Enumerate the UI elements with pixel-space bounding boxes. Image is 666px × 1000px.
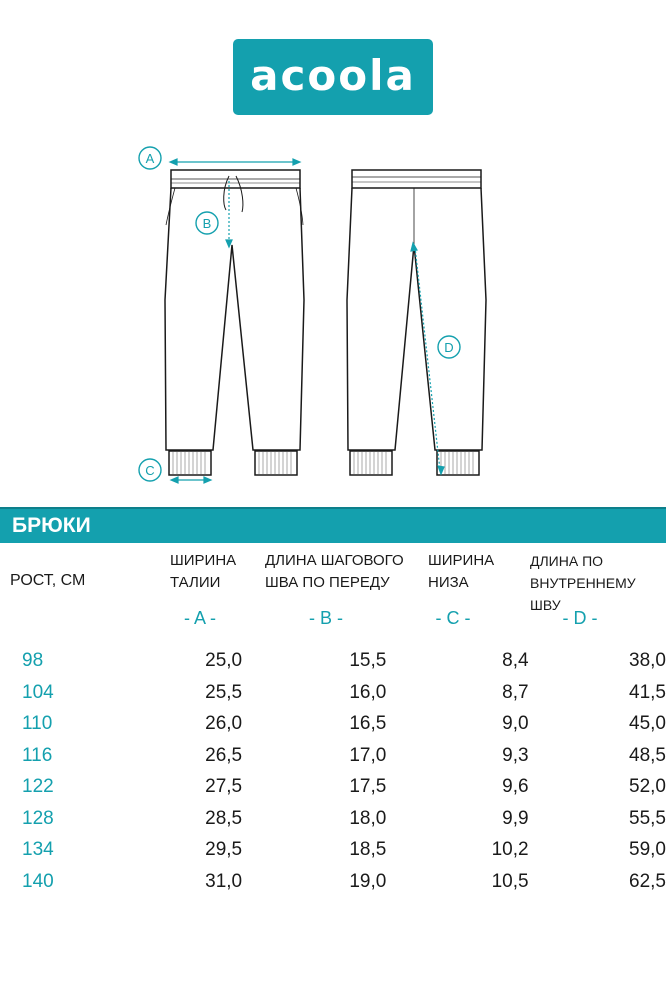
inner-seam-length-cell: 45,0 [629, 713, 666, 734]
column-header-d-line1: ДЛИНА ПО [530, 553, 604, 569]
front-inseam-cell: 18,5 [349, 839, 387, 860]
pants-diagram [0, 130, 666, 500]
size-cell: 98 [22, 650, 44, 671]
column-header-c-line2: НИЗА [428, 574, 469, 591]
marker-c-label: C [145, 463, 155, 478]
inner-seam-length-cell: 38,0 [629, 650, 666, 671]
column-header-a-line1: ШИРИНА [170, 552, 237, 569]
brand-logo-text: acoola [250, 51, 416, 100]
column-header-b-line1: ДЛИНА ШАГОВОГО [265, 552, 404, 569]
row-header: РОСТ, СМ [10, 572, 86, 589]
size-table [0, 645, 666, 897]
column-header-b-line2: ШВА ПО ПЕРЕДУ [265, 574, 390, 591]
inner-seam-length-cell: 62,5 [629, 870, 666, 892]
front-inseam-cell: 19,0 [349, 870, 387, 892]
hem-width-cell: 9,6 [502, 776, 529, 797]
column-header-c [428, 550, 494, 594]
front-inseam-cell: 16,5 [349, 713, 387, 734]
size-cell: 116 [22, 744, 53, 766]
waist-width-cell: 26,5 [205, 744, 243, 766]
section-band [0, 507, 666, 543]
inner-seam-length-cell: 52,0 [629, 776, 666, 797]
table-row [0, 771, 666, 803]
inner-seam-length-cell: 59,0 [629, 839, 666, 860]
hem-width-cell: 9,0 [502, 713, 529, 734]
hem-width-cell: 9,3 [502, 744, 529, 766]
pants-front [165, 170, 304, 475]
table-row [0, 803, 666, 835]
hem-width-cell: 9,9 [502, 807, 529, 829]
column-header-d [530, 550, 666, 616]
front-inseam-cell: 17,0 [349, 744, 387, 766]
column-code-d: - D - [562, 608, 598, 628]
column-header-a [170, 550, 236, 594]
waist-width-cell: 25,0 [205, 650, 243, 671]
front-inseam-cell: 15,5 [349, 650, 387, 671]
hem-width-cell: 8,4 [502, 650, 529, 671]
table-row [0, 866, 666, 898]
table-row [0, 740, 666, 772]
column-header-c-line1: ШИРИНА [428, 552, 495, 569]
marker-b-label: B [202, 216, 212, 231]
size-cell: 104 [22, 681, 54, 703]
waist-width-cell: 28,5 [205, 807, 243, 829]
front-inseam-cell: 16,0 [349, 681, 387, 703]
inner-seam-length-cell: 41,5 [629, 681, 666, 703]
waist-width-cell: 29,5 [205, 839, 243, 860]
hem-width-cell: 10,2 [491, 839, 529, 860]
brand-logo [233, 39, 433, 115]
waist-width-cell: 26,0 [205, 713, 243, 734]
table-row [0, 834, 666, 866]
waist-width-cell: 25,5 [205, 681, 243, 703]
column-code-a: - A - [183, 608, 216, 628]
marker-a-label: A [145, 151, 155, 166]
size-cell: 122 [22, 776, 54, 797]
size-cell: 134 [22, 839, 54, 860]
hem-width-cell: 8,7 [502, 681, 529, 703]
hem-width-cell: 10,5 [491, 870, 529, 892]
cuff-ribbing-front [173, 452, 291, 474]
front-inseam-cell: 18,0 [349, 807, 387, 829]
size-cell: 128 [22, 807, 54, 829]
inner-seam-length-cell: 48,5 [629, 744, 666, 766]
measurement-arrows [170, 159, 444, 483]
marker-b [196, 212, 218, 234]
waist-width-cell: 31,0 [205, 870, 243, 892]
section-title: БРЮКИ [12, 514, 91, 537]
column-code-c: - C - [435, 608, 471, 628]
column-code-b: - B - [309, 608, 343, 628]
table-row [0, 708, 666, 740]
size-cell: 140 [22, 870, 54, 892]
size-cell: 110 [22, 713, 53, 734]
marker-a [139, 147, 161, 169]
pants-back [347, 170, 486, 475]
column-header-b [265, 550, 404, 594]
inner-seam-length-cell: 55,5 [629, 807, 666, 829]
marker-d-label: D [444, 340, 454, 355]
waist-width-cell: 27,5 [205, 776, 243, 797]
marker-c [139, 459, 161, 481]
table-row [0, 645, 666, 677]
cuff-ribbing-back [354, 452, 473, 474]
marker-d [438, 336, 460, 358]
table-row [0, 677, 666, 709]
column-header-d-line2: ВНУТРЕННЕМУ ШВУ [530, 575, 636, 613]
front-inseam-cell: 17,5 [349, 776, 387, 797]
column-header-a-line2: ТАЛИИ [170, 574, 221, 591]
